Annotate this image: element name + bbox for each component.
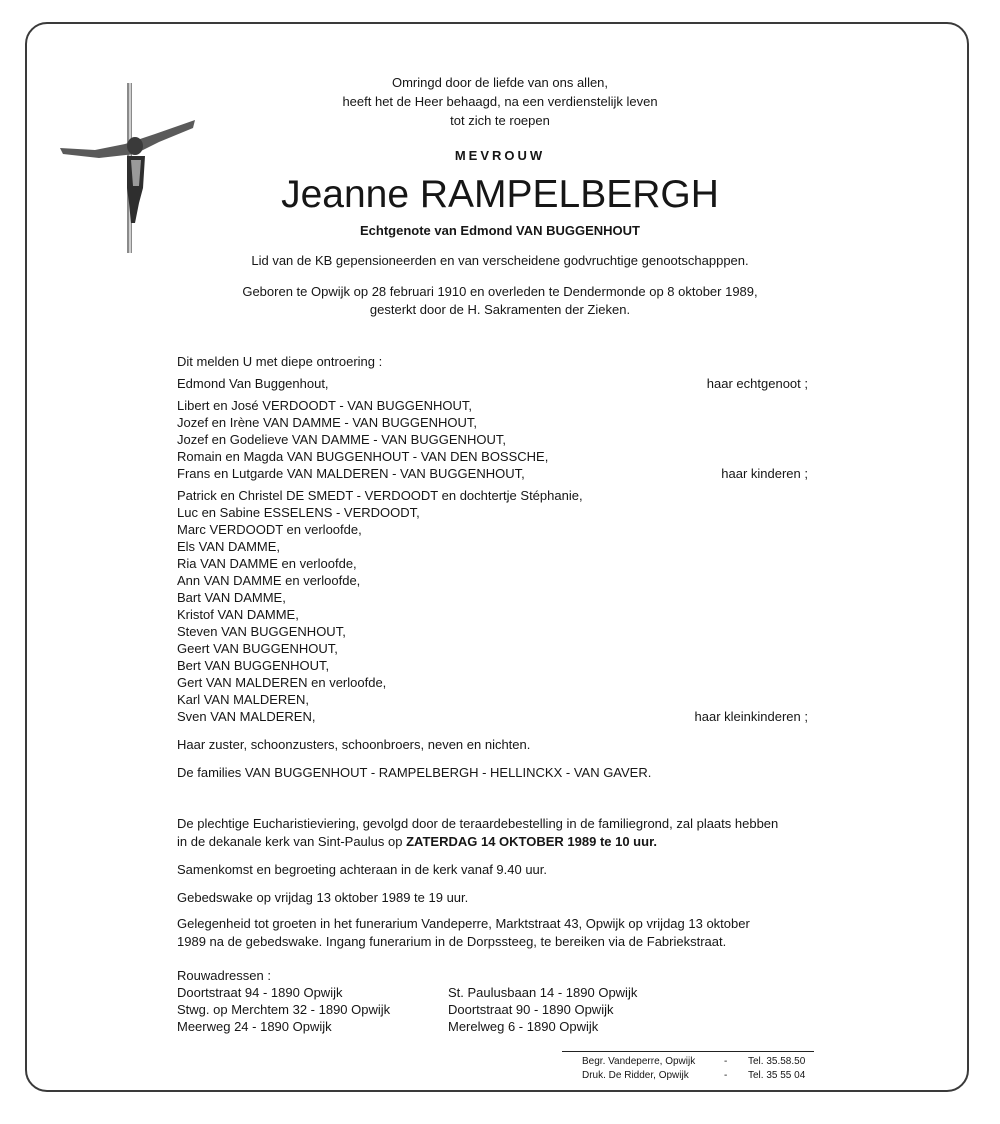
deceased-name: Jeanne RAMPELBERGH [281,173,719,216]
intro-line-2: heeft het de Heer behaagd, na een verdienstelijk leven [342,94,658,109]
grandchildren-line: Bert VAN BUGGENHOUT, [177,658,330,673]
address-left: Doortstraat 94 - 1890 Opwijk [177,985,343,1000]
ceremony-line-2 [177,833,657,850]
address-right: Merelweg 6 - 1890 Opwijk [448,1019,599,1034]
grandchildren-line: Bart VAN DAMME, [177,590,286,605]
address-right: Doortstraat 90 - 1890 Opwijk [448,1002,614,1017]
grandchildren-line: Marc VERDOODT en verloofde, [177,522,362,537]
grandchildren-line: Steven VAN BUGGENHOUT, [177,624,346,639]
families-line: De families VAN BUGGENHOUT - RAMPELBERGH - HELLINCKX - VAN GAVER. [177,765,652,780]
wake-line: Gebedswake op vrijdag 13 oktober 1989 te 19 uur. [177,890,469,905]
children-line: Jozef en Godelieve VAN DAMME - VAN BUGGENHOUT, [177,432,506,447]
addresses-title: Rouwadressen : [177,968,271,983]
visit-line-1: Gelegenheid tot groeten in het funerarium Vandeperre, Marktstraat 43, Opwijk op vrijdag 13 oktober [177,916,750,931]
grandchildren-line: Geert VAN BUGGENHOUT, [177,641,338,656]
grandchildren-line: Luc en Sabine ESSELENS - VERDOODT, [177,505,420,520]
footer-dash: - [724,1070,728,1081]
relatives-line: Haar zuster, schoonzusters, schoonbroers, neven en nichten. [177,737,531,752]
children-role: haar kinderen ; [721,466,808,481]
children-line: Romain en Magda VAN BUGGENHOUT - VAN DEN BOSSCHE, [177,449,549,464]
intro-line-3: tot zich te roepen [450,113,550,128]
address-left: Stwg. op Merchtem 32 - 1890 Opwijk [177,1002,391,1017]
grandchildren-line: Ann VAN DAMME en verloofde, [177,573,361,588]
membership-line: Lid van de KB gepensioneerden en van verscheidene godvruchtige genootschapppen. [251,253,749,268]
spouse-role: haar echtgenoot ; [706,376,808,391]
footer-dash: - [724,1056,728,1067]
grandchildren-line: Sven VAN MALDEREN, [177,709,316,724]
intro-line-1: Omringd door de liefde van ons allen, [391,75,609,90]
grandchildren-line: Kristof VAN DAMME, [177,607,299,622]
footer-printer: Druk. De Ridder, Opwijk [582,1070,689,1081]
grandchildren-line: Els VAN DAMME, [177,539,281,554]
grandchildren-line: Patrick en Christel DE SMEDT - VERDOODT en dochtertje Stéphanie, [177,488,583,503]
children-line: Libert en José VERDOODT - VAN BUGGENHOUT, [177,398,472,413]
title-prefix: MEVROUW [454,148,546,163]
birth-death-line-2: gesterkt door de H. Sakramenten der Zieken. [369,302,631,317]
grandchildren-role: haar kleinkinderen ; [694,709,808,724]
ceremony-place: in de dekanale kerk van Sint-Paulus op [177,834,407,849]
address-left: Meerweg 24 - 1890 Opwijk [177,1019,332,1034]
grandchildren-line: Karl VAN MALDEREN, [177,692,309,707]
visit-line-2: 1989 na de gebedswake. Ingang funerarium in de Dorpssteeg, te bereiken via de Fabriekstraat. [177,934,727,949]
gathering-line: Samenkomst en begroeting achteraan in de kerk vanaf 9.40 uur. [177,862,548,877]
footer-undertaker-tel: Tel. 35.58.50 [748,1056,806,1067]
children-line: Jozef en Irène VAN DAMME - VAN BUGGENHOUT, [177,415,478,430]
children-line: Frans en Lutgarde VAN MALDEREN - VAN BUGGENHOUT, [177,466,525,481]
footer-undertaker: Begr. Vandeperre, Opwijk [582,1056,696,1067]
address-right: St. Paulusbaan 14 - 1890 Opwijk [448,985,638,1000]
ceremony-date: ZATERDAG 14 OKTOBER 1989 te 10 uur. [406,834,658,849]
spouse-name: Edmond Van Buggenhout, [177,376,329,391]
spouse-line: Echtgenote van Edmond VAN BUGGENHOUT [360,223,640,238]
grandchildren-line: Ria VAN DAMME en verloofde, [177,556,357,571]
footer-rule [562,1051,814,1052]
birth-death-line-1: Geboren te Opwijk op 28 februari 1910 en overleden te Dendermonde op 8 oktober 1989, [242,284,758,299]
grandchildren-line: Gert VAN MALDEREN en verloofde, [177,675,387,690]
ceremony-line-1: De plechtige Eucharistieviering, gevolgd door de teraardebestelling in de familiegrond, zal plaats hebben [177,816,779,831]
announce-line: Dit melden U met diepe ontroering : [177,354,383,369]
footer-printer-tel: Tel. 35 55 04 [748,1070,806,1081]
